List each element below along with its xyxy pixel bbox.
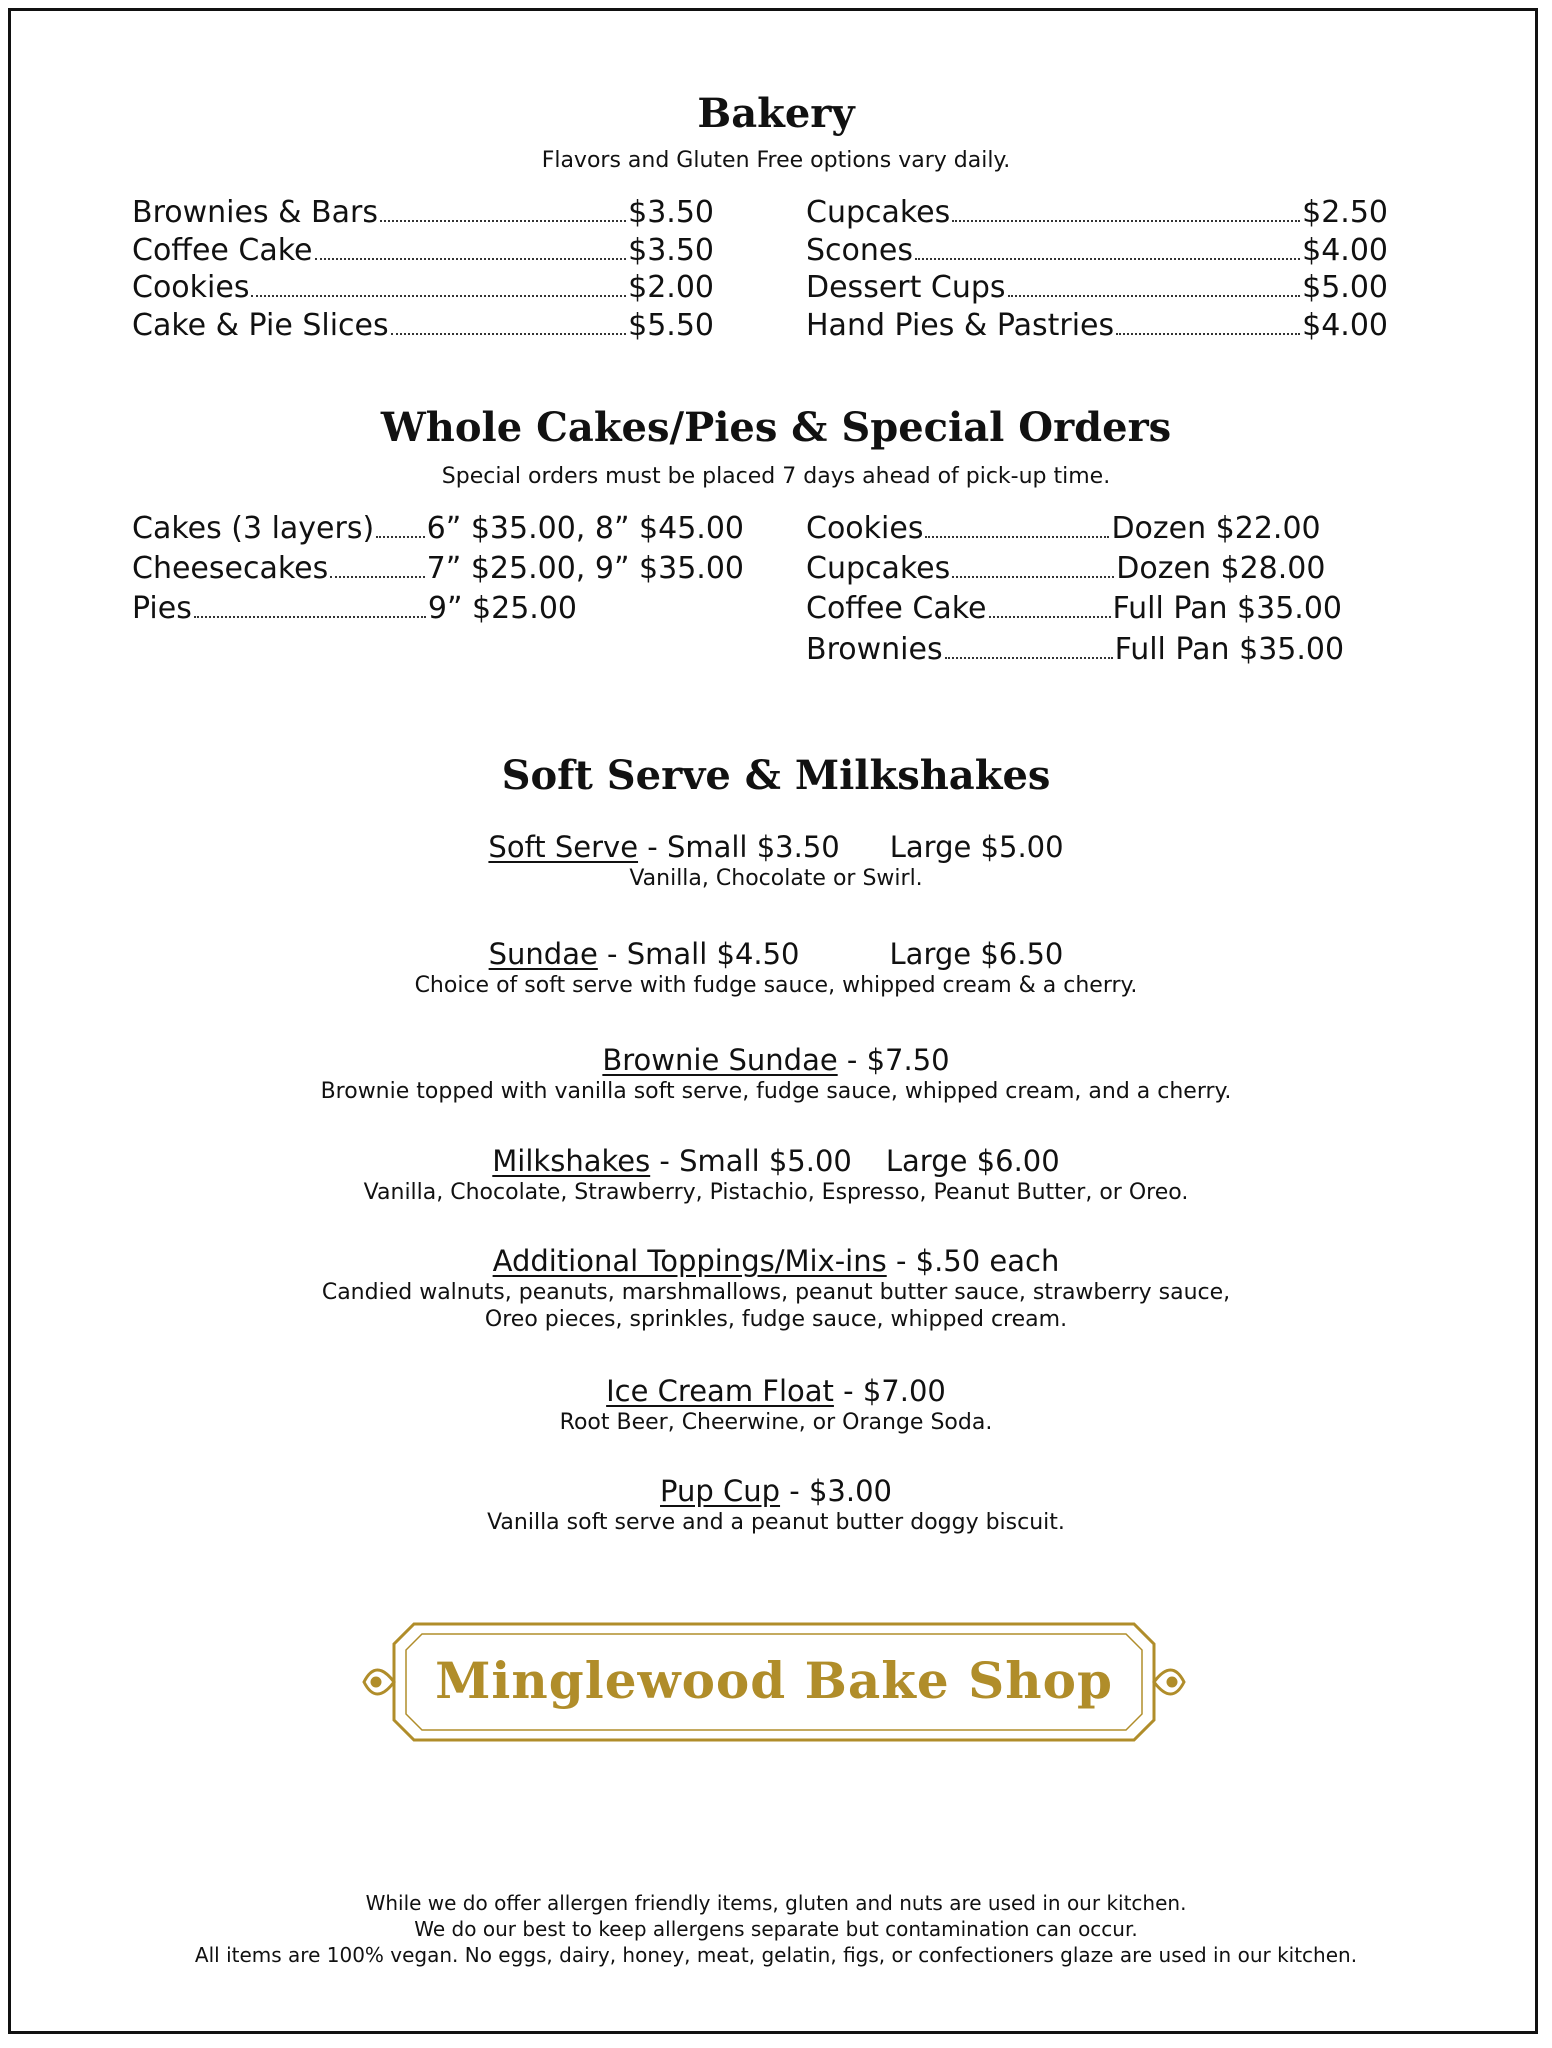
menu-item: Pies 9” $25.00 bbox=[132, 591, 577, 626]
allergen-notice: While we do offer allergen friendly items, gluten and nuts are used in our kitchen. We do our best to keep allergens separate but contamination can occur. All items are 100% vegan. No eggs, dairy, honey, meat, gelatin, figs, or confectioners glaze are used in our kitchen. bbox=[194, 1891, 1358, 1967]
bakery-title: Bakery bbox=[697, 90, 855, 137]
menu-item: Cheesecakes 7” $25.00, 9” $35.00 bbox=[132, 551, 744, 586]
menu-item: Cookies Dozen $22.00 bbox=[806, 511, 1321, 546]
whole-cakes-subtitle: Special orders must be placed 7 days ahead of pick-up time. bbox=[441, 464, 1111, 489]
menu-item: Cupcakes Dozen $28.00 bbox=[806, 551, 1326, 586]
menu-item: Scones $4.00 bbox=[806, 233, 1388, 268]
list-item: Additional Toppings/Mix-ins - $.50 each Candied walnuts, peanuts, marshmallows, peanut butter sauce, strawberry sauce, Oreo pieces, sprinkles, fudge sauce, whipped cream. bbox=[321, 1244, 1231, 1332]
logo-text: Minglewood Bake Shop bbox=[435, 1651, 1113, 1710]
soft-serve-title: Soft Serve & Milkshakes bbox=[501, 752, 1051, 799]
shop-logo bbox=[354, 1616, 1194, 1748]
menu-item: Cookies $2.00 bbox=[132, 270, 714, 305]
menu-item: Hand Pies & Pastries $4.00 bbox=[806, 308, 1388, 343]
menu-item: Brownies Full Pan $35.00 bbox=[806, 632, 1345, 667]
menu-item: Cakes (3 layers) 6” $35.00, 8” $45.00 bbox=[132, 511, 744, 546]
menu-item: Coffee Cake Full Pan $35.00 bbox=[806, 591, 1342, 626]
list-item: Pup Cup - $3.00 Vanilla soft serve and a peanut butter doggy biscuit. bbox=[487, 1474, 1065, 1535]
menu-item: Coffee Cake $3.50 bbox=[132, 233, 714, 268]
list-item: Soft Serve - Small $3.50 Large $5.00 Vanilla, Chocolate or Swirl. bbox=[488, 830, 1064, 891]
menu-item: Dessert Cups $5.00 bbox=[806, 270, 1388, 305]
bakery-subtitle: Flavors and Gluten Free options vary daily. bbox=[541, 148, 1011, 173]
list-item: Sundae - Small $4.50 Large $6.50 Choice of soft serve with fudge sauce, whipped cream & a cherry. bbox=[414, 937, 1138, 998]
whole-cakes-title: Whole Cakes/Pies & Special Orders bbox=[380, 404, 1172, 451]
menu-item: Brownies & Bars $3.50 bbox=[132, 195, 714, 230]
list-item: Ice Cream Float - $7.00 Root Beer, Cheerwine, or Orange Soda. bbox=[559, 1374, 993, 1435]
menu-item: Cupcakes $2.50 bbox=[806, 195, 1388, 230]
menu-item: Cake & Pie Slices $5.50 bbox=[132, 308, 714, 343]
list-item: Brownie Sundae - $7.50 Brownie topped with vanilla soft serve, fudge sauce, whipped cream, and a cherry. bbox=[320, 1043, 1232, 1104]
list-item: Milkshakes - Small $5.00 Large $6.00 Vanilla, Chocolate, Strawberry, Pistachio, Espresso, Peanut Butter, or Oreo. bbox=[363, 1144, 1189, 1205]
